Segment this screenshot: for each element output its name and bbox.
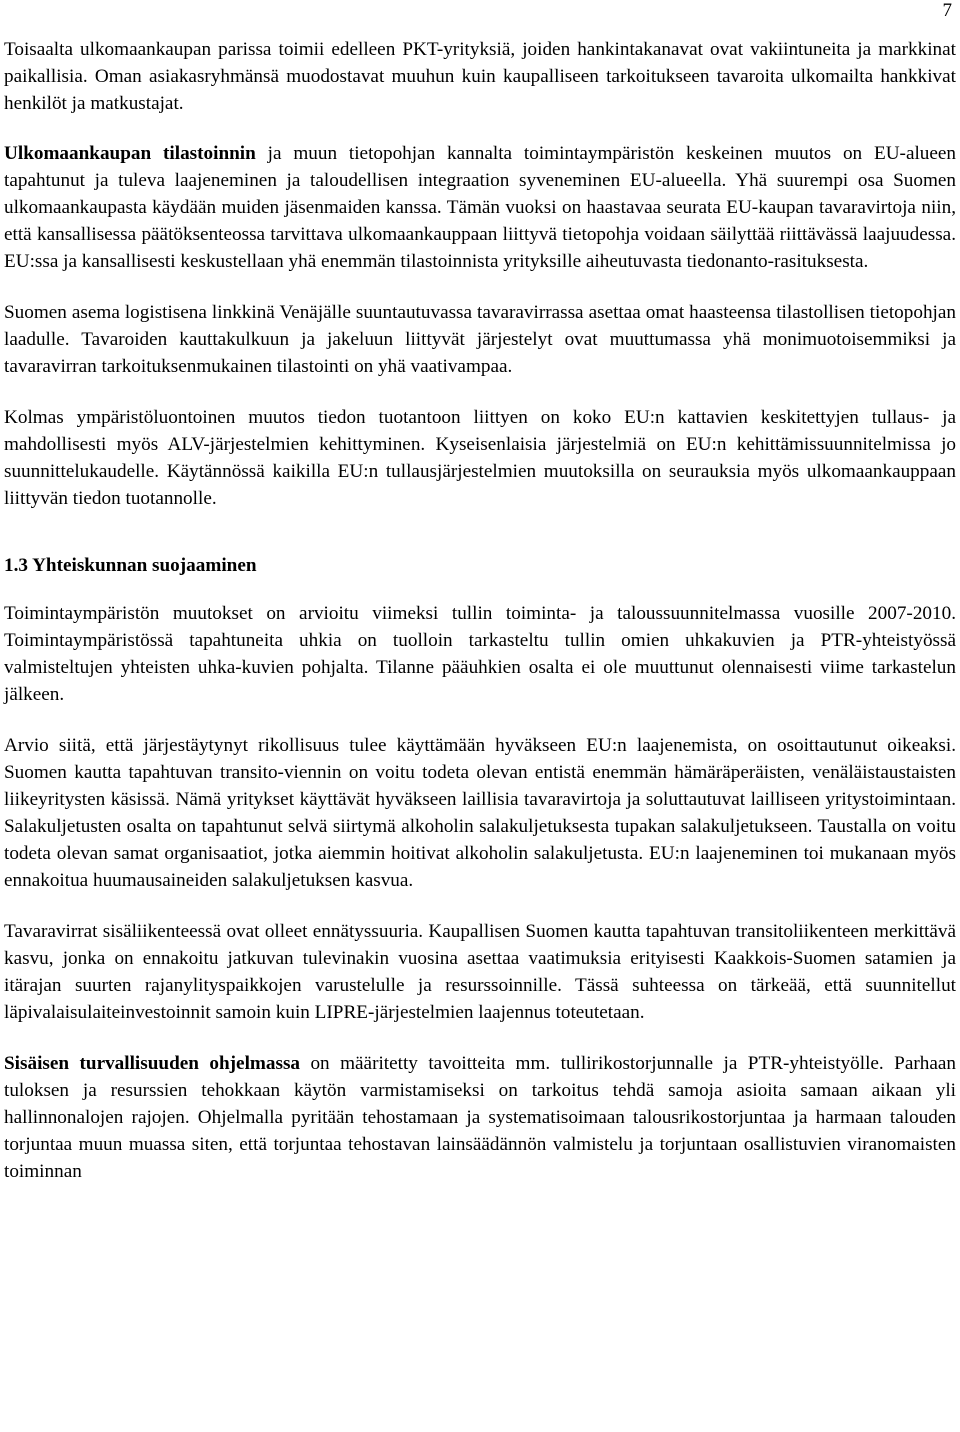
paragraph-logistics-russia — [4, 299, 956, 380]
page-number: 7 — [942, 0, 952, 21]
paragraph-goods-flows — [4, 918, 956, 1026]
paragraph-foreign-trade-statistics — [4, 140, 956, 275]
paragraph-eu-customs-systems — [4, 404, 956, 512]
document-body — [4, 36, 956, 1185]
paragraph-internal-security-programme — [4, 1050, 956, 1185]
paragraph-organized-crime — [4, 732, 956, 894]
paragraph-text: Kolmas ympäristöluontoinen muutos tiedon tuotantoon liittyen on koko EU:n kattavien keskitettyjen tullaus- ja mahdollisesti myös ALV-järjestelmien kehittyminen. Kyseisenlaisia järjestelmiä on EU:n kehittämissuunnitelmissa jo suunnittelukaudelle. Käytännössä kaikilla EU:n tullausjärjestelmien muutoksilla on seurauksia myös ulkomaankauppaan liittyvän tiedon tuotannolle. — [4, 407, 956, 509]
paragraph-text: Toisaalta ulkomaankaupan parissa toimii edelleen PKT-yrityksiä, joiden hankintakanavat ovat vakiintuneita ja markkinat paikallisia. Oman asiakasryhmänsä muodostavat muuhun kuin kaupalliseen tarkoitukseen tavaroita ulkomailta hankkivat henkilöt ja matkustajat. — [4, 39, 956, 114]
paragraph-text: Arvio siitä, että järjestäytynyt rikollisuus tulee käyttämään hyväkseen EU:n laajenemista, on osoittautunut oikeaksi. Suomen kautta tapahtuvan transito-viennin on voitu todeta olevan entistä enemmän hämäräperäisten, venäläistaustaisten liikeyritysten käsissä. Nämä yritykset käyttävät hyväkseen laillisia tavaravirtoja ja soluttautuvat lailliseen yritystoimintaan. Salakuljetusten osalta on tapahtunut selvä siirtymä alkoholin salakuljetuksesta tupakan salakuljetukseen. Taustalla on voitu todeta olevan samat organisaatiot, jotka aiemmin hoitivat alkoholin salakuljetusta. EU:n laajeneminen toi mukanaan myös ennakoitua huumausaineiden salakuljetuksen kasvua. — [4, 735, 956, 891]
paragraph-smes — [4, 36, 956, 117]
paragraph-text: Tavaravirrat sisäliikenteessä ovat olleet ennätyssuuria. Kaupallisen Suomen kautta tapahtuvan transitoliikenteen merkittävä kasvu, jonka on ennakoitu jatkuvan tulevinakin vuosina asettaa vaatimuksia erityisesti Kaakkois-Suomen satamien ja itärajan suurten rajanylityspaikkojen varustelulle ja resurssoinnille. Tässä suhteessa on tärkeää, että suunnitellut läpivalaisulaiteinvestoinnit samoin kuin LIPRE-järjestelmien laajennus toteutetaan. — [4, 921, 956, 1023]
paragraph-text: ja muun tietopohjan kannalta toimintaympäristön keskeinen muutos on EU-alueen tapahtunut ja tuleva laajeneminen ja taloudellisen integraation syveneminen EU-alueella. Yhä suurempi osa Suomen ulkomaankaupasta käydään muiden jäsenmaiden kanssa. Tämän vuoksi on haastavaa seurata EU-kaupan tavaravirtoja niin, että kansallisessa päätöksenteossa tarvittava ulkomaankauppaan liittyvä tietopohja voidaan säilyttää riittävässä laajuudessa. EU:ssa ja kansallisesti keskustellaan yhä enemmän tilastoinnista yrityksille aiheutuvasta tiedonanto-rasituksesta. — [4, 143, 957, 272]
paragraph-bold-lead: Ulkomaankaupan tilastoinnin — [4, 143, 256, 164]
paragraph-text: Toimintaympäristön muutokset on arvioitu viimeksi tullin toiminta- ja taloussuunnitelmassa vuosille 2007-2010. Toimintaympäristössä tapahtuneita uhkia on tuolloin tarkasteltu tullin omien uhkakuvien ja PTR-yhteistyössä valmisteltujen yhteisten uhka-kuvien pohjalta. Tilanne pääuhkien osalta ei ole muuttunut olennaisesti viime tarkastelun jälkeen. — [4, 603, 956, 705]
paragraph-text: Suomen asema logistisena linkkinä Venäjälle suuntautuvassa tavaravirrassa asettaa omat haasteensa tilastollisen tietopohjan laadulle. Tavaroiden kauttakulkuun ja jakeluun liittyvät järjestelyt ovat muuttumassa yhä monimuotoisemmiksi ja tavaravirran tarkoituksenmukainen tilastointi on yhä vaativampaa. — [4, 302, 956, 377]
paragraph-operating-environment — [4, 600, 956, 708]
paragraph-text: on määritetty tavoitteita mm. tullirikostorjunnalle ja PTR-yhteistyölle. Parhaan tuloksen ja resurssien tehokkaan käytön varmistamiseksi on tarkoitus tehdä samoja asioita samaan aikaan yli hallinnonalojen rajojen. Ohjelmalla pyritään tehostamaan ja systematisoimaan talousrikostorjuntaa ja harmaan talouden torjuntaa muun muassa siten, että torjuntaa tehostavan lainsäädännön valmistelu ja torjuntaan osallistuvien viranomaisten toiminnan — [4, 1053, 956, 1182]
paragraph-bold-lead: Sisäisen turvallisuuden ohjelmassa — [4, 1053, 300, 1074]
section-heading: 1.3 Yhteiskunnan suojaaminen — [4, 555, 257, 576]
